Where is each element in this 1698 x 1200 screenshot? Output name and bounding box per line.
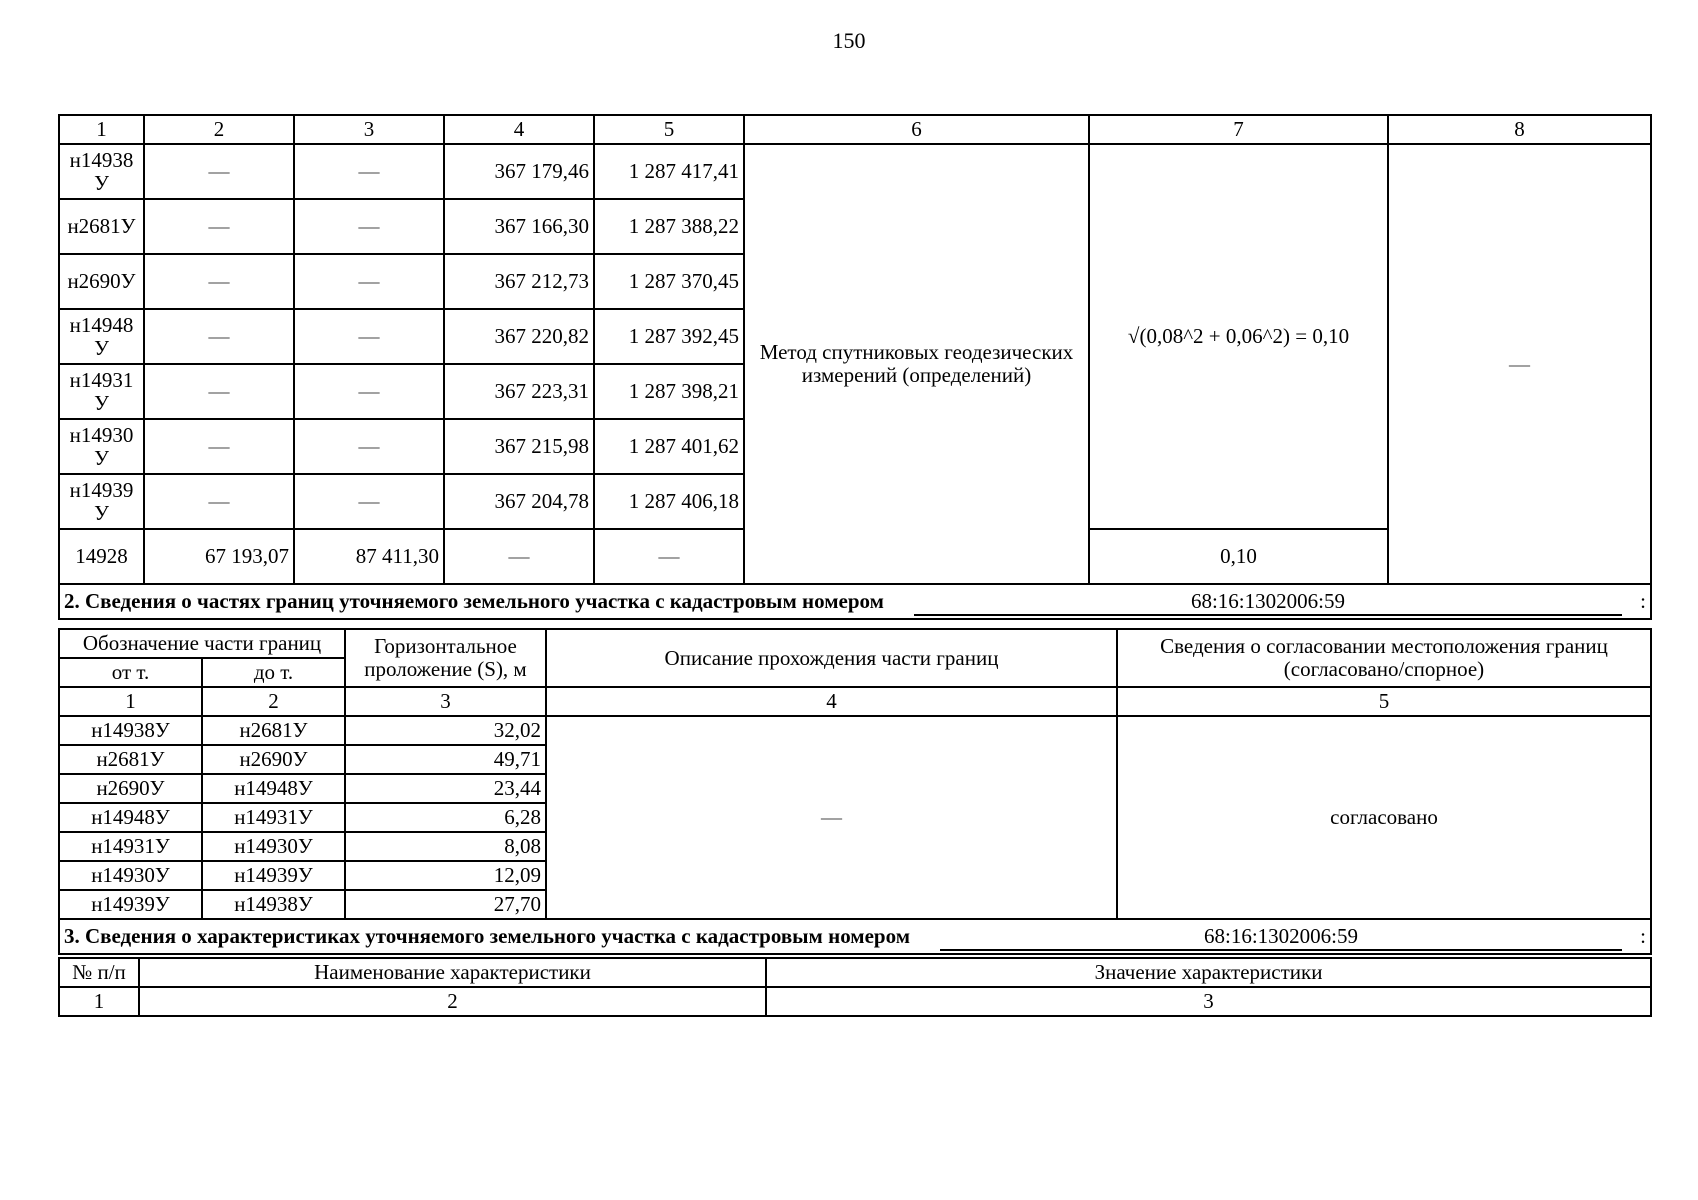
col-header-4: 4 bbox=[444, 115, 594, 144]
value-header: Значение характеристики bbox=[766, 958, 1651, 987]
old-x: — bbox=[144, 254, 294, 309]
point-id: н2690У bbox=[59, 254, 144, 309]
old-x: — bbox=[144, 364, 294, 419]
from-point: н2690У bbox=[59, 774, 202, 803]
from-point: н14938У bbox=[59, 716, 202, 745]
new-y: 1 287 401,62 bbox=[594, 419, 744, 474]
to-point: н14938У bbox=[202, 890, 345, 919]
new-x: 367 223,31 bbox=[444, 364, 594, 419]
to-header: до т. bbox=[202, 658, 345, 687]
point-id: н14931 У bbox=[59, 364, 144, 419]
old-y: — bbox=[294, 199, 444, 254]
header-row bbox=[59, 629, 1651, 658]
section2-cadastral-number: 68:16:1302006:59 bbox=[914, 588, 1622, 616]
new-x: 367 166,30 bbox=[444, 199, 594, 254]
col-header-5: 5 bbox=[594, 115, 744, 144]
old-y: 87 411,30 bbox=[294, 529, 444, 584]
col-number-4: 4 bbox=[546, 687, 1117, 716]
to-point: н14939У bbox=[202, 861, 345, 890]
new-x: 367 204,78 bbox=[444, 474, 594, 529]
from-header: от т. bbox=[59, 658, 202, 687]
column-number-row bbox=[59, 687, 1651, 716]
accuracy-last: 0,10 bbox=[1089, 529, 1388, 584]
new-x: 367 215,98 bbox=[444, 419, 594, 474]
to-point: н14948У bbox=[202, 774, 345, 803]
horizontal-distance: 27,70 bbox=[345, 890, 546, 919]
point-id: н14948 У bbox=[59, 309, 144, 364]
col8-value: — bbox=[1388, 144, 1651, 584]
new-x: 367 220,82 bbox=[444, 309, 594, 364]
new-x: — bbox=[444, 529, 594, 584]
section2-colon: : bbox=[1640, 589, 1646, 613]
section3-title: 3. Сведения о характеристиках уточняемого земельного участка с кадастровым номером bbox=[64, 924, 911, 948]
description-value: — bbox=[546, 716, 1117, 919]
to-point: н2681У bbox=[202, 716, 345, 745]
column-number-row bbox=[59, 987, 1651, 1016]
new-x: 367 212,73 bbox=[444, 254, 594, 309]
from-point: н14931У bbox=[59, 832, 202, 861]
col-header-2: 2 bbox=[144, 115, 294, 144]
old-y: — bbox=[294, 474, 444, 529]
horizontal-distance: 6,28 bbox=[345, 803, 546, 832]
col-header-1: 1 bbox=[59, 115, 144, 144]
new-y: 1 287 392,45 bbox=[594, 309, 744, 364]
old-y: — bbox=[294, 309, 444, 364]
new-y: 1 287 417,41 bbox=[594, 144, 744, 199]
col-header-7: 7 bbox=[1089, 115, 1388, 144]
old-x: — bbox=[144, 309, 294, 364]
to-point: н14930У bbox=[202, 832, 345, 861]
horizontal-distance: 23,44 bbox=[345, 774, 546, 803]
to-point: н2690У bbox=[202, 745, 345, 774]
agreement-value: согласовано bbox=[1117, 716, 1651, 919]
old-y: — bbox=[294, 364, 444, 419]
point-id: н2681У bbox=[59, 199, 144, 254]
name-header: Наименование характеристики bbox=[139, 958, 766, 987]
column-number-row bbox=[59, 115, 1651, 144]
agreement-header: Сведения о согласовании местоположения границ (согласовано/спорное) bbox=[1117, 629, 1651, 687]
new-y: 1 287 398,21 bbox=[594, 364, 744, 419]
col-number-5: 5 bbox=[1117, 687, 1651, 716]
old-x: — bbox=[144, 144, 294, 199]
horizontal-distance: 8,08 bbox=[345, 832, 546, 861]
point-id: 14928 bbox=[59, 529, 144, 584]
point-id: н14938 У bbox=[59, 144, 144, 199]
coordinates-table bbox=[58, 114, 1652, 620]
col-number-2: 2 bbox=[202, 687, 345, 716]
old-y: — bbox=[294, 419, 444, 474]
old-x: — bbox=[144, 474, 294, 529]
old-x: — bbox=[144, 199, 294, 254]
col-number-1: 1 bbox=[59, 687, 202, 716]
accuracy-formula: √(0,08^2 + 0,06^2) = 0,10 bbox=[1089, 144, 1388, 529]
new-y: 1 287 406,18 bbox=[594, 474, 744, 529]
horizontal-distance: 32,02 bbox=[345, 716, 546, 745]
page-number: 150 bbox=[832, 28, 866, 53]
table-row bbox=[59, 716, 1651, 745]
old-x: 67 193,07 bbox=[144, 529, 294, 584]
col-number-1: 1 bbox=[59, 987, 139, 1016]
characteristics-table bbox=[58, 957, 1652, 1017]
section2-title: 2. Сведения о частях границ уточняемого земельного участка с кадастровым номером bbox=[64, 589, 884, 613]
from-point: н14939У bbox=[59, 890, 202, 919]
point-id: н14930 У bbox=[59, 419, 144, 474]
horizontal-header: Горизонтальное проложение (S), м bbox=[345, 629, 546, 687]
description-header: Описание прохождения части границ bbox=[546, 629, 1117, 687]
section2-header bbox=[59, 584, 1651, 619]
old-y: — bbox=[294, 144, 444, 199]
num-header: № п/п bbox=[59, 958, 139, 987]
to-point: н14931У bbox=[202, 803, 345, 832]
from-point: н2681У bbox=[59, 745, 202, 774]
new-y: 1 287 388,22 bbox=[594, 199, 744, 254]
from-point: н14930У bbox=[59, 861, 202, 890]
col-number-3: 3 bbox=[345, 687, 546, 716]
section3-cadastral-number: 68:16:1302006:59 bbox=[940, 923, 1622, 951]
new-y: — bbox=[594, 529, 744, 584]
col-header-6: 6 bbox=[744, 115, 1089, 144]
old-x: — bbox=[144, 419, 294, 474]
method-cell: Метод спутниковых геодезических измерений (определений) bbox=[744, 144, 1089, 584]
col-header-8: 8 bbox=[1388, 115, 1651, 144]
designation-header: Обозначение части границ bbox=[59, 629, 345, 658]
col-header-3: 3 bbox=[294, 115, 444, 144]
col-number-3: 3 bbox=[766, 987, 1651, 1016]
table-row bbox=[59, 144, 1651, 199]
horizontal-distance: 49,71 bbox=[345, 745, 546, 774]
from-point: н14948У bbox=[59, 803, 202, 832]
header-row bbox=[59, 958, 1651, 987]
boundary-parts-table bbox=[58, 628, 1652, 955]
new-y: 1 287 370,45 bbox=[594, 254, 744, 309]
new-x: 367 179,46 bbox=[444, 144, 594, 199]
col-number-2: 2 bbox=[139, 987, 766, 1016]
point-id: н14939 У bbox=[59, 474, 144, 529]
horizontal-distance: 12,09 bbox=[345, 861, 546, 890]
section3-header bbox=[59, 919, 1651, 954]
section3-colon: : bbox=[1640, 924, 1646, 948]
old-y: — bbox=[294, 254, 444, 309]
